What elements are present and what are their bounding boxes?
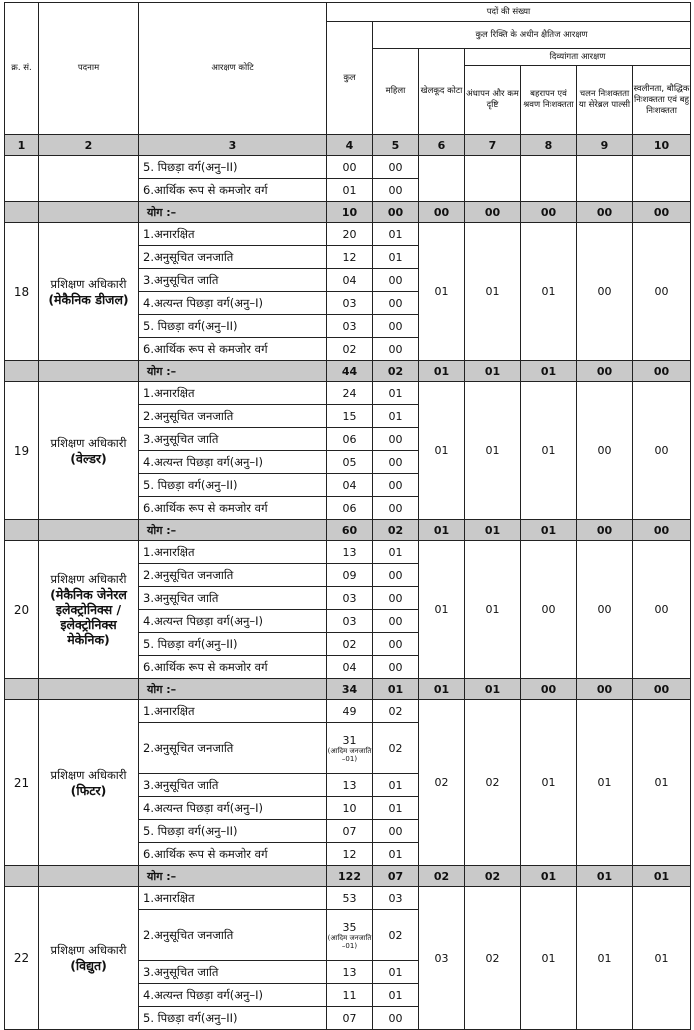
post-cell [39, 361, 139, 382]
category-cell: 2.अनुसूचित जनजाति [139, 910, 327, 961]
table-row [5, 223, 691, 246]
women-cell: 01 [373, 223, 419, 246]
post-cell [39, 700, 139, 866]
serial-cell [5, 361, 39, 382]
sports-cell: 02 [419, 700, 465, 866]
total-value: 49 [342, 704, 357, 718]
table-row [5, 887, 691, 910]
total-cell: 01 [327, 179, 373, 202]
col-num: 8 [521, 135, 577, 156]
total-cell [327, 338, 373, 361]
total-value: 03 [342, 296, 357, 310]
post-cell [39, 156, 139, 202]
total-value: 44 [327, 361, 373, 382]
total-value: 01 [465, 679, 521, 700]
total-cell [327, 428, 373, 451]
total-value: 09 [342, 568, 357, 582]
women-cell: 01 [373, 246, 419, 269]
category-cell: 2.अनुसूचित जनजाति [139, 723, 327, 774]
women-cell: 00 [373, 474, 419, 497]
total-value: 01 [419, 361, 465, 382]
women-cell: 00 [373, 428, 419, 451]
total-cell [327, 315, 373, 338]
women-cell: 03 [373, 887, 419, 910]
total-value: 31 [342, 733, 357, 747]
women-cell: 01 [373, 774, 419, 797]
sports-cell: 01 [419, 223, 465, 361]
total-label: योग :– [139, 866, 327, 887]
total-value: 00 [577, 520, 633, 541]
total-cell [327, 541, 373, 564]
total-cell [327, 269, 373, 292]
category-cell: 3.अनुसूचित जाति [139, 587, 327, 610]
empty-cell [633, 156, 691, 202]
col-num: 5 [373, 135, 419, 156]
total-row [5, 361, 691, 382]
total-value: 06 [342, 432, 357, 446]
col-num: 7 [465, 135, 521, 156]
serial-cell: 21 [5, 700, 39, 866]
total-value: 53 [342, 891, 357, 905]
women-cell: 00 [373, 269, 419, 292]
total-cell [327, 723, 373, 774]
category-cell: 1.अनारक्षित [139, 223, 327, 246]
serial-cell [5, 520, 39, 541]
total-value: 00 [633, 679, 691, 700]
total-value: 13 [342, 545, 357, 559]
category-cell: 3.अनुसूचित जाति [139, 961, 327, 984]
total-value: 05 [342, 455, 357, 469]
total-value: 00 [373, 202, 419, 223]
post-title: प्रशिक्षण अधिकारी [50, 943, 127, 957]
category-cell: 5. पिछड़ा वर्ग(अनु–II) [139, 633, 327, 656]
post-cell [39, 887, 139, 1030]
total-value: 01 [419, 520, 465, 541]
total-value: 15 [342, 409, 357, 423]
empty-cell [419, 156, 465, 202]
table-row [5, 541, 691, 564]
serial-cell [5, 202, 39, 223]
total-cell [327, 820, 373, 843]
locomotor-cell: 01 [577, 700, 633, 866]
deaf-cell: 01 [521, 223, 577, 361]
women-cell: 00 [373, 633, 419, 656]
total-cell [327, 1007, 373, 1030]
category-cell: 6.आर्थिक रूप से कमजोर वर्ग [139, 843, 327, 866]
total-cell [327, 223, 373, 246]
serial-cell [5, 866, 39, 887]
blind-cell: 01 [465, 223, 521, 361]
total-value: 01 [419, 679, 465, 700]
total-cell [327, 474, 373, 497]
total-value: 00 [633, 520, 691, 541]
post-trade: (वेल्डर) [70, 450, 107, 466]
header-blind: अंधापन और कम दृष्टि [465, 66, 521, 135]
total-cell [327, 405, 373, 428]
women-cell: 00 [373, 820, 419, 843]
total-cell [327, 984, 373, 1007]
serial-cell: 19 [5, 382, 39, 520]
total-cell [327, 246, 373, 269]
total-value: 00 [419, 202, 465, 223]
post-trade: (फिटर) [70, 782, 107, 798]
women-cell: 02 [373, 910, 419, 961]
post-trade: (मेकैनिक डीजल) [48, 291, 129, 307]
total-cell [327, 656, 373, 679]
category-cell: 2.अनुसूचित जनजाति [139, 564, 327, 587]
total-value: 01 [521, 520, 577, 541]
category-cell: 1.अनारक्षित [139, 700, 327, 723]
col-num: 9 [577, 135, 633, 156]
women-cell: 00 [373, 451, 419, 474]
total-value: 04 [342, 273, 357, 287]
category-cell: 4.अत्यन्त पिछड़ा वर्ग(अनु–I) [139, 451, 327, 474]
women-cell: 00 [373, 656, 419, 679]
header-serial: क्र. सं. [5, 3, 39, 135]
total-value: 02 [465, 866, 521, 887]
serial-cell: 22 [5, 887, 39, 1030]
col-num: 6 [419, 135, 465, 156]
women-cell: 02 [373, 723, 419, 774]
total-value: 02 [373, 361, 419, 382]
post-title: प्रशिक्षण अधिकारी [50, 435, 127, 450]
total-value: 00 [633, 202, 691, 223]
serial-cell: 18 [5, 223, 39, 361]
header-posts-count: पदों की संख्या [327, 3, 691, 22]
autism-cell: 00 [633, 541, 691, 679]
total-value: 10 [342, 801, 357, 815]
category-cell: 1.अनारक्षित [139, 382, 327, 405]
women-cell: 02 [373, 700, 419, 723]
total-value: 13 [342, 965, 357, 979]
blind-cell: 02 [465, 700, 521, 866]
post-cell [39, 679, 139, 700]
category-cell: 4.अत्यन्त पिछड़ा वर्ग(अनु–I) [139, 610, 327, 633]
table-row [5, 382, 691, 405]
reservation-table [4, 2, 691, 1030]
col-num: 10 [633, 135, 691, 156]
total-value: 60 [327, 520, 373, 541]
total-cell [327, 910, 373, 961]
serial-cell [5, 679, 39, 700]
category-cell: 1.अनारक्षित [139, 541, 327, 564]
serial-cell [5, 156, 39, 202]
header-category: आरक्षण कोटि [139, 3, 327, 135]
category-cell: 3.अनुसूचित जाति [139, 269, 327, 292]
category-cell: 4.अत्यन्त पिछड़ा वर्ग(अनु–I) [139, 797, 327, 820]
sports-cell: 01 [419, 382, 465, 520]
total-value: 03 [342, 591, 357, 605]
total-value: 04 [342, 660, 357, 674]
header-post: पदनाम [39, 3, 139, 135]
total-value: 13 [342, 778, 357, 792]
total-value: 34 [327, 679, 373, 700]
total-cell [327, 451, 373, 474]
total-row [5, 679, 691, 700]
total-value: 01 [521, 361, 577, 382]
autism-cell: 00 [633, 223, 691, 361]
header-women: महिला [373, 49, 419, 135]
locomotor-cell: 01 [577, 887, 633, 1030]
women-cell: 00 [373, 564, 419, 587]
total-value: 02 [342, 342, 357, 356]
header-autism: स्वलीनता, बौद्धिक निःशक्तता एवं बहु निःशक्तता [633, 66, 691, 135]
post-trade: (मेकैनिक जेनेरल इलेक्ट्रोनिक्स / इलेक्ट्रोनिक्स मेकेनिक) [50, 587, 127, 647]
total-cell [327, 587, 373, 610]
sports-cell: 03 [419, 887, 465, 1030]
header-locomotor: चलन निःशक्तता या सेरेब्रल पाल्सी [577, 66, 633, 135]
total-value: 02 [342, 637, 357, 651]
total-cell [327, 961, 373, 984]
women-cell: 01 [373, 984, 419, 1007]
empty-cell [521, 156, 577, 202]
category-cell: 5. पिछड़ा वर्ग(अनु–II) [139, 315, 327, 338]
total-cell [327, 797, 373, 820]
women-cell: 00 [373, 338, 419, 361]
women-cell: 01 [373, 541, 419, 564]
total-value: 07 [342, 824, 357, 838]
tribe-note: (आदिम जनजाति –01) [327, 746, 372, 763]
category-cell: 5. पिछड़ा वर्ग(अनु–II) [139, 156, 327, 179]
category-cell: 5. पिछड़ा वर्ग(अनु–II) [139, 820, 327, 843]
women-cell: 01 [373, 843, 419, 866]
women-cell: 00 [373, 179, 419, 202]
total-value: 122 [327, 866, 373, 887]
col-num: 1 [5, 135, 39, 156]
post-cell [39, 520, 139, 541]
total-value: 07 [342, 1011, 357, 1025]
total-value: 00 [577, 361, 633, 382]
total-cell [327, 774, 373, 797]
women-cell: 00 [373, 610, 419, 633]
total-value: 04 [342, 478, 357, 492]
category-cell: 6.आर्थिक रूप से कमजोर वर्ग [139, 179, 327, 202]
category-cell: 3.अनुसूचित जाति [139, 774, 327, 797]
header-horizontal: कुल रिक्ति के अधीन क्षैतिज आरक्षण [373, 22, 691, 49]
deaf-cell: 01 [521, 887, 577, 1030]
total-value: 24 [342, 386, 357, 400]
women-cell: 00 [373, 587, 419, 610]
total-row [5, 520, 691, 541]
women-cell: 00 [373, 497, 419, 520]
sports-cell: 01 [419, 541, 465, 679]
total-value: 00 [521, 679, 577, 700]
total-value: 07 [373, 866, 419, 887]
category-cell: 6.आर्थिक रूप से कमजोर वर्ग [139, 656, 327, 679]
category-cell: 6.आर्थिक रूप से कमजोर वर्ग [139, 338, 327, 361]
autism-cell: 01 [633, 887, 691, 1030]
total-value: 00 [633, 361, 691, 382]
col-num: 2 [39, 135, 139, 156]
autism-cell: 01 [633, 700, 691, 866]
women-cell: 01 [373, 382, 419, 405]
blind-cell: 02 [465, 887, 521, 1030]
total-value: 00 [521, 202, 577, 223]
header-total: कुल [327, 22, 373, 135]
empty-cell [465, 156, 521, 202]
col-num: 3 [139, 135, 327, 156]
total-cell [327, 292, 373, 315]
post-title: प्रशिक्षण अधिकारी [50, 276, 127, 291]
category-cell: 4.अत्यन्त पिछड़ा वर्ग(अनु–I) [139, 984, 327, 1007]
total-label: योग :– [139, 361, 327, 382]
total-value: 06 [342, 501, 357, 515]
total-row [5, 866, 691, 887]
total-label: योग :– [139, 679, 327, 700]
total-value: 03 [342, 614, 357, 628]
post-title: प्रशिक्षण अधिकारी [50, 572, 127, 586]
total-value: 20 [342, 227, 357, 241]
blind-cell: 01 [465, 541, 521, 679]
total-cell [327, 887, 373, 910]
post-title: प्रशिक्षण अधिकारी [50, 767, 127, 782]
locomotor-cell: 00 [577, 382, 633, 520]
category-cell: 2.अनुसूचित जनजाति [139, 246, 327, 269]
total-value: 00 [577, 202, 633, 223]
women-cell: 01 [373, 797, 419, 820]
post-cell [39, 866, 139, 887]
table-row [5, 156, 691, 179]
post-cell [39, 541, 139, 679]
blind-cell: 01 [465, 382, 521, 520]
category-cell: 1.अनारक्षित [139, 887, 327, 910]
total-value: 02 [373, 520, 419, 541]
locomotor-cell: 00 [577, 223, 633, 361]
women-cell: 00 [373, 292, 419, 315]
deaf-cell: 01 [521, 382, 577, 520]
total-value: 10 [327, 202, 373, 223]
total-value: 01 [373, 679, 419, 700]
empty-cell [577, 156, 633, 202]
total-value: 00 [465, 202, 521, 223]
col-num: 4 [327, 135, 373, 156]
deaf-cell: 01 [521, 700, 577, 866]
post-cell [39, 223, 139, 361]
header-disability: दिव्यांगता आरक्षण [465, 49, 691, 66]
women-cell: 00 [373, 1007, 419, 1030]
total-label: योग :– [139, 520, 327, 541]
total-cell [327, 843, 373, 866]
tribe-note: (आदिम जनजाति –01) [327, 933, 372, 950]
total-label: योग :– [139, 202, 327, 223]
women-cell: 01 [373, 405, 419, 428]
post-cell [39, 382, 139, 520]
deaf-cell: 00 [521, 541, 577, 679]
category-cell: 4.अत्यन्त पिछड़ा वर्ग(अनु–I) [139, 292, 327, 315]
total-value: 02 [419, 866, 465, 887]
total-cell [327, 633, 373, 656]
women-cell: 00 [373, 315, 419, 338]
total-cell [327, 564, 373, 587]
total-value: 12 [342, 250, 357, 264]
total-cell [327, 382, 373, 405]
total-value: 01 [577, 866, 633, 887]
women-cell: 01 [373, 961, 419, 984]
post-trade: (विद्युत) [70, 958, 107, 973]
locomotor-cell: 00 [577, 541, 633, 679]
total-value: 00 [577, 679, 633, 700]
total-cell [327, 700, 373, 723]
total-cell [327, 497, 373, 520]
category-cell: 3.अनुसूचित जाति [139, 428, 327, 451]
header-deaf: बहरापन एवं श्रवण निःशक्तता [521, 66, 577, 135]
post-cell [39, 202, 139, 223]
header-sports: खेलकूद कोटा [419, 49, 465, 135]
category-cell: 6.आर्थिक रूप से कमजोर वर्ग [139, 497, 327, 520]
column-number-row [5, 135, 691, 156]
total-value: 01 [521, 866, 577, 887]
total-value: 01 [633, 866, 691, 887]
women-cell: 00 [373, 156, 419, 179]
serial-cell: 20 [5, 541, 39, 679]
category-cell: 5. पिछड़ा वर्ग(अनु–II) [139, 1007, 327, 1030]
total-value: 35 [342, 920, 357, 934]
total-value: 12 [342, 847, 357, 861]
total-cell: 00 [327, 156, 373, 179]
table-row [5, 700, 691, 723]
total-row [5, 202, 691, 223]
total-value: 01 [465, 361, 521, 382]
total-value: 11 [342, 988, 357, 1002]
category-cell: 2.अनुसूचित जनजाति [139, 405, 327, 428]
total-value: 03 [342, 319, 357, 333]
autism-cell: 00 [633, 382, 691, 520]
category-cell: 5. पिछड़ा वर्ग(अनु–II) [139, 474, 327, 497]
total-value: 01 [465, 520, 521, 541]
total-cell [327, 610, 373, 633]
